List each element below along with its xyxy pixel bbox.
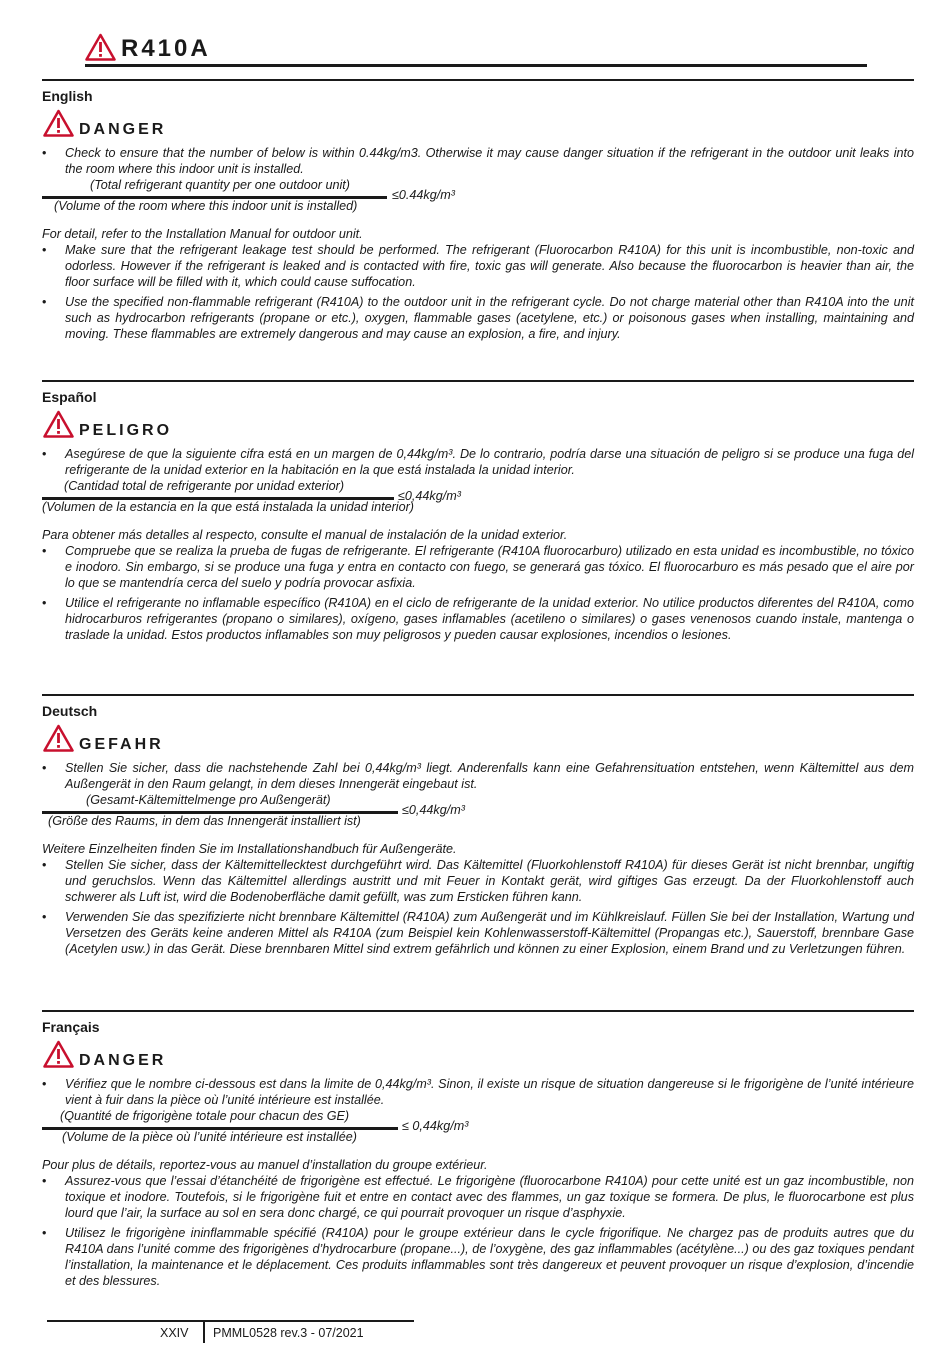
- bullet-list: [42, 1076, 914, 1108]
- formula-denominator: (Volume de la pièce où l’unité intérieure est installée): [62, 1129, 357, 1144]
- detail-note: Para obtener más detalles al respecto, consulte el manual de instalación de la unidad exterior.: [42, 527, 568, 542]
- bullet-item: • Stellen Sie sicher, dass die nachstehende Zahl bei 0,44kg/m³ liegt. Anderenfalls kann eine Gefahrensituation entstehen, wenn Kältemittel aus dem Außengerät in den Raum gelangt, in dem dieses Innengerät eingebaut ist.: [42, 760, 914, 792]
- formula-numerator: (Quantité de frigorigène totale pour chacun des GE): [60, 1108, 350, 1123]
- formula-result: ≤0,44kg/m³: [398, 488, 461, 503]
- danger-label: DANGER: [79, 1051, 167, 1069]
- danger-heading: [42, 109, 914, 145]
- bullet-item: • Assurez-vous que l’essai d’étanchéité de frigorigène est effectué. Le frigorigène (fluorocarbone R410A) pour cette unité est un gaz incombustible, non toxique et inodore. Toutefois, si le frigorigène fuit et entre en contact avec des flammes, un gaz toxique se formera. De plus, le fluorocarbone est plus lourd que l’air, la surface au sol en sera donc chargé, ce qui pourrait provoquer un risque d’asphyxie.: [42, 1173, 914, 1221]
- footer-rule: [47, 1320, 414, 1322]
- language-heading: Deutsch: [42, 702, 98, 719]
- page-title: R410A: [121, 35, 211, 62]
- danger-label: PELIGRO: [79, 421, 173, 439]
- formula-numerator: (Total refrigerant quantity per one outdoor unit): [90, 177, 350, 192]
- section-english: [42, 79, 914, 342]
- bullet-item: • Use the specified non-flammable refrigerant (R410A) to the outdoor unit in the refrigerant cycle. Do not charge material other than R410A into the unit such as hydrocarbon refrigerants (propane or etc.), oxygen, flammable gases (acetylene, etc.) or poisonous gases when installing, maintaining and moving. These flammables are extremely dangerous and may cause an explosion, a fire, and injury.: [42, 294, 914, 342]
- bullet-list: [42, 857, 914, 957]
- formula-denominator: (Größe des Raums, in dem das Innengerät installiert ist): [48, 813, 361, 828]
- section-divider: [42, 380, 914, 382]
- danger-heading: [42, 724, 914, 760]
- section-deutsch: [42, 694, 914, 957]
- bullet-list: [42, 446, 914, 478]
- warning-triangle-icon: [43, 109, 74, 137]
- bullet-item: • Verwenden Sie das spezifizierte nicht brennbare Kältemittel (R410A) zum Außengerät und im Kühlkreislauf. Füllen Sie bei der Installation, Wartung und Versetzen des Geräts keine anderen Mittel als R410A (zum Beispiel kein Kohlenwasserstoff-Kältemittel (Propangas etc.), Sauerstoff, brennbare Gase (Acetylen usw.) in das Gerät. Diese brennbaren Mittel sind extrem gefährlich und können zu einer Explosion, einem Brand und zu Verletzungen führen.: [42, 909, 914, 957]
- bullet-item: • Utilice el refrigerante no inflamable específico (R410A) en el ciclo de refrigerante de la unidad exterior. No utilice productos diferentes del R410A, como hidrocarburos refrigerantes (propano o similares), oxígeno, gases inflamables (acetileno o similares) o gases venenosos cuando instale, mantenga o traslade la unidad. Estos productos inflamables son muy peligrosos y pueden causar explosiones, incendios o lesiones.: [42, 595, 914, 643]
- warning-triangle-icon: [43, 1040, 74, 1068]
- formula: [42, 178, 914, 216]
- danger-label: DANGER: [79, 120, 167, 138]
- section-divider: [42, 79, 914, 81]
- bullet-list: [42, 543, 914, 643]
- page-number: XXIV: [160, 1326, 189, 1340]
- language-heading: English: [42, 87, 93, 104]
- formula-numerator: (Gesamt-Kältemittelmenge pro Außengerät): [86, 792, 331, 807]
- detail-note: For detail, refer to the Installation Manual for outdoor unit.: [42, 226, 363, 241]
- bullet-item: • Stellen Sie sicher, dass der Kältemittellecktest durchgeführt wird. Das Kältemittel (Fluorkohlenstoff R410A) für dieses Gerät ist nicht brennbar, ungiftig und geruchslos. Wenn das Kältemittel allerdings austritt und mit Feuer in Kontakt gerät, wird giftiges Gas erzeugt. Da der Fluorkohlenstoff auch schwerer als Luft ist, wird die Bodenoberfläche damit gefüllt, was zum Ersticken führen kann.: [42, 857, 914, 905]
- bullet-list: [42, 760, 914, 792]
- formula-result: ≤0.44kg/m³: [392, 187, 455, 202]
- footer-separator: [203, 1321, 205, 1343]
- bullet-list: [42, 1173, 914, 1289]
- danger-heading: [42, 410, 914, 446]
- bullet-item: • Check to ensure that the number of below is within 0.44kg/m3. Otherwise it may cause danger situation if the refrigerant in the outdoor unit leaks into the room where this indoor unit is installed.: [42, 145, 914, 177]
- formula: [42, 793, 914, 831]
- bullet-item: • Vérifiez que le nombre ci-dessous est dans la limite de 0,44kg/m³. Sinon, il existe un risque de situation dangereuse si le frigorigène de l’unité intérieure vient à fuir dans la pièce où l’unité intérieure est installée.: [42, 1076, 914, 1108]
- document-reference: PMML0528 rev.3 - 07/2021: [213, 1326, 364, 1340]
- header-rule: [85, 64, 867, 67]
- bullet-list: [42, 145, 914, 177]
- formula-denominator: (Volume of the room where this indoor unit is installed): [54, 198, 358, 213]
- detail-note: Pour plus de détails, reportez-vous au manuel d’installation du groupe extérieur.: [42, 1157, 488, 1172]
- detail-note: Weitere Einzelheiten finden Sie im Installationshandbuch für Außengeräte.: [42, 841, 457, 856]
- formula-result: ≤ 0,44kg/m³: [402, 1118, 469, 1133]
- formula: [42, 479, 914, 517]
- formula: [42, 1109, 914, 1147]
- formula-denominator: (Volumen de la estancia en la que está instalada la unidad interior): [42, 499, 414, 514]
- formula-numerator: (Cantidad total de refrigerante por unidad exterior): [64, 478, 345, 493]
- section-divider: [42, 1010, 914, 1012]
- bullet-list: [42, 242, 914, 342]
- formula-result: ≤0,44kg/m³: [402, 802, 465, 817]
- bullet-item: • Asegúrese de que la siguiente cifra está en un margen de 0,44kg/m³. De lo contrario, podría darse una situación de peligro si se produce una fuga del refrigerante de la unidad exterior en la habitación en la que está instalada la unidad interior.: [42, 446, 914, 478]
- danger-label: GEFAHR: [79, 735, 164, 753]
- section-espanol: [42, 380, 914, 643]
- warning-triangle-icon: [85, 33, 116, 61]
- warning-triangle-icon: [43, 410, 74, 438]
- section-francais: [42, 1010, 914, 1289]
- warning-triangle-icon: [43, 724, 74, 752]
- bullet-item: • Make sure that the refrigerant leakage test should be performed. The refrigerant (Fluorocarbon R410A) for this unit is incombustible, non-toxic and odorless. However if the refrigerant is leaked and is contacted with fire, toxic gas will generate. Also because the fluorocarbon is heavier than air, the floor surface will be filled with it, which could cause suffocation.: [42, 242, 914, 290]
- bullet-item: • Utilisez le frigorigène ininflammable spécifié (R410A) pour le groupe extérieur dans le cycle frigorifique. Ne chargez pas de produits autres que du R410A dans l’unité comme des frigorigènes d’hydrocarbure (propane...), de l’oxygène, des gaz inflammables (acétylène...) ou des gaz toxiques pendant l’installation, la maintenance et le déplacement. Ces produits inflammables sont très dangereux et peuvent provoquer un risque d’explosion, d’incendie et des blessures.: [42, 1225, 914, 1289]
- section-divider: [42, 694, 914, 696]
- bullet-item: • Compruebe que se realiza la prueba de fugas de refrigerante. El refrigerante (R410A fluorocarburo) utilizado en esta unidad es incombustible, no tóxico e inodoro. Sin embargo, si se produce una fuga y entra en contacto con fuego, se generará gas tóxico. El fluorocarburo es más pesado que el aire por lo que se mantendría cerca del suelo y podría provocar asfixia.: [42, 543, 914, 591]
- danger-heading: [42, 1040, 914, 1076]
- language-heading: Français: [42, 1018, 100, 1035]
- language-heading: Español: [42, 388, 97, 405]
